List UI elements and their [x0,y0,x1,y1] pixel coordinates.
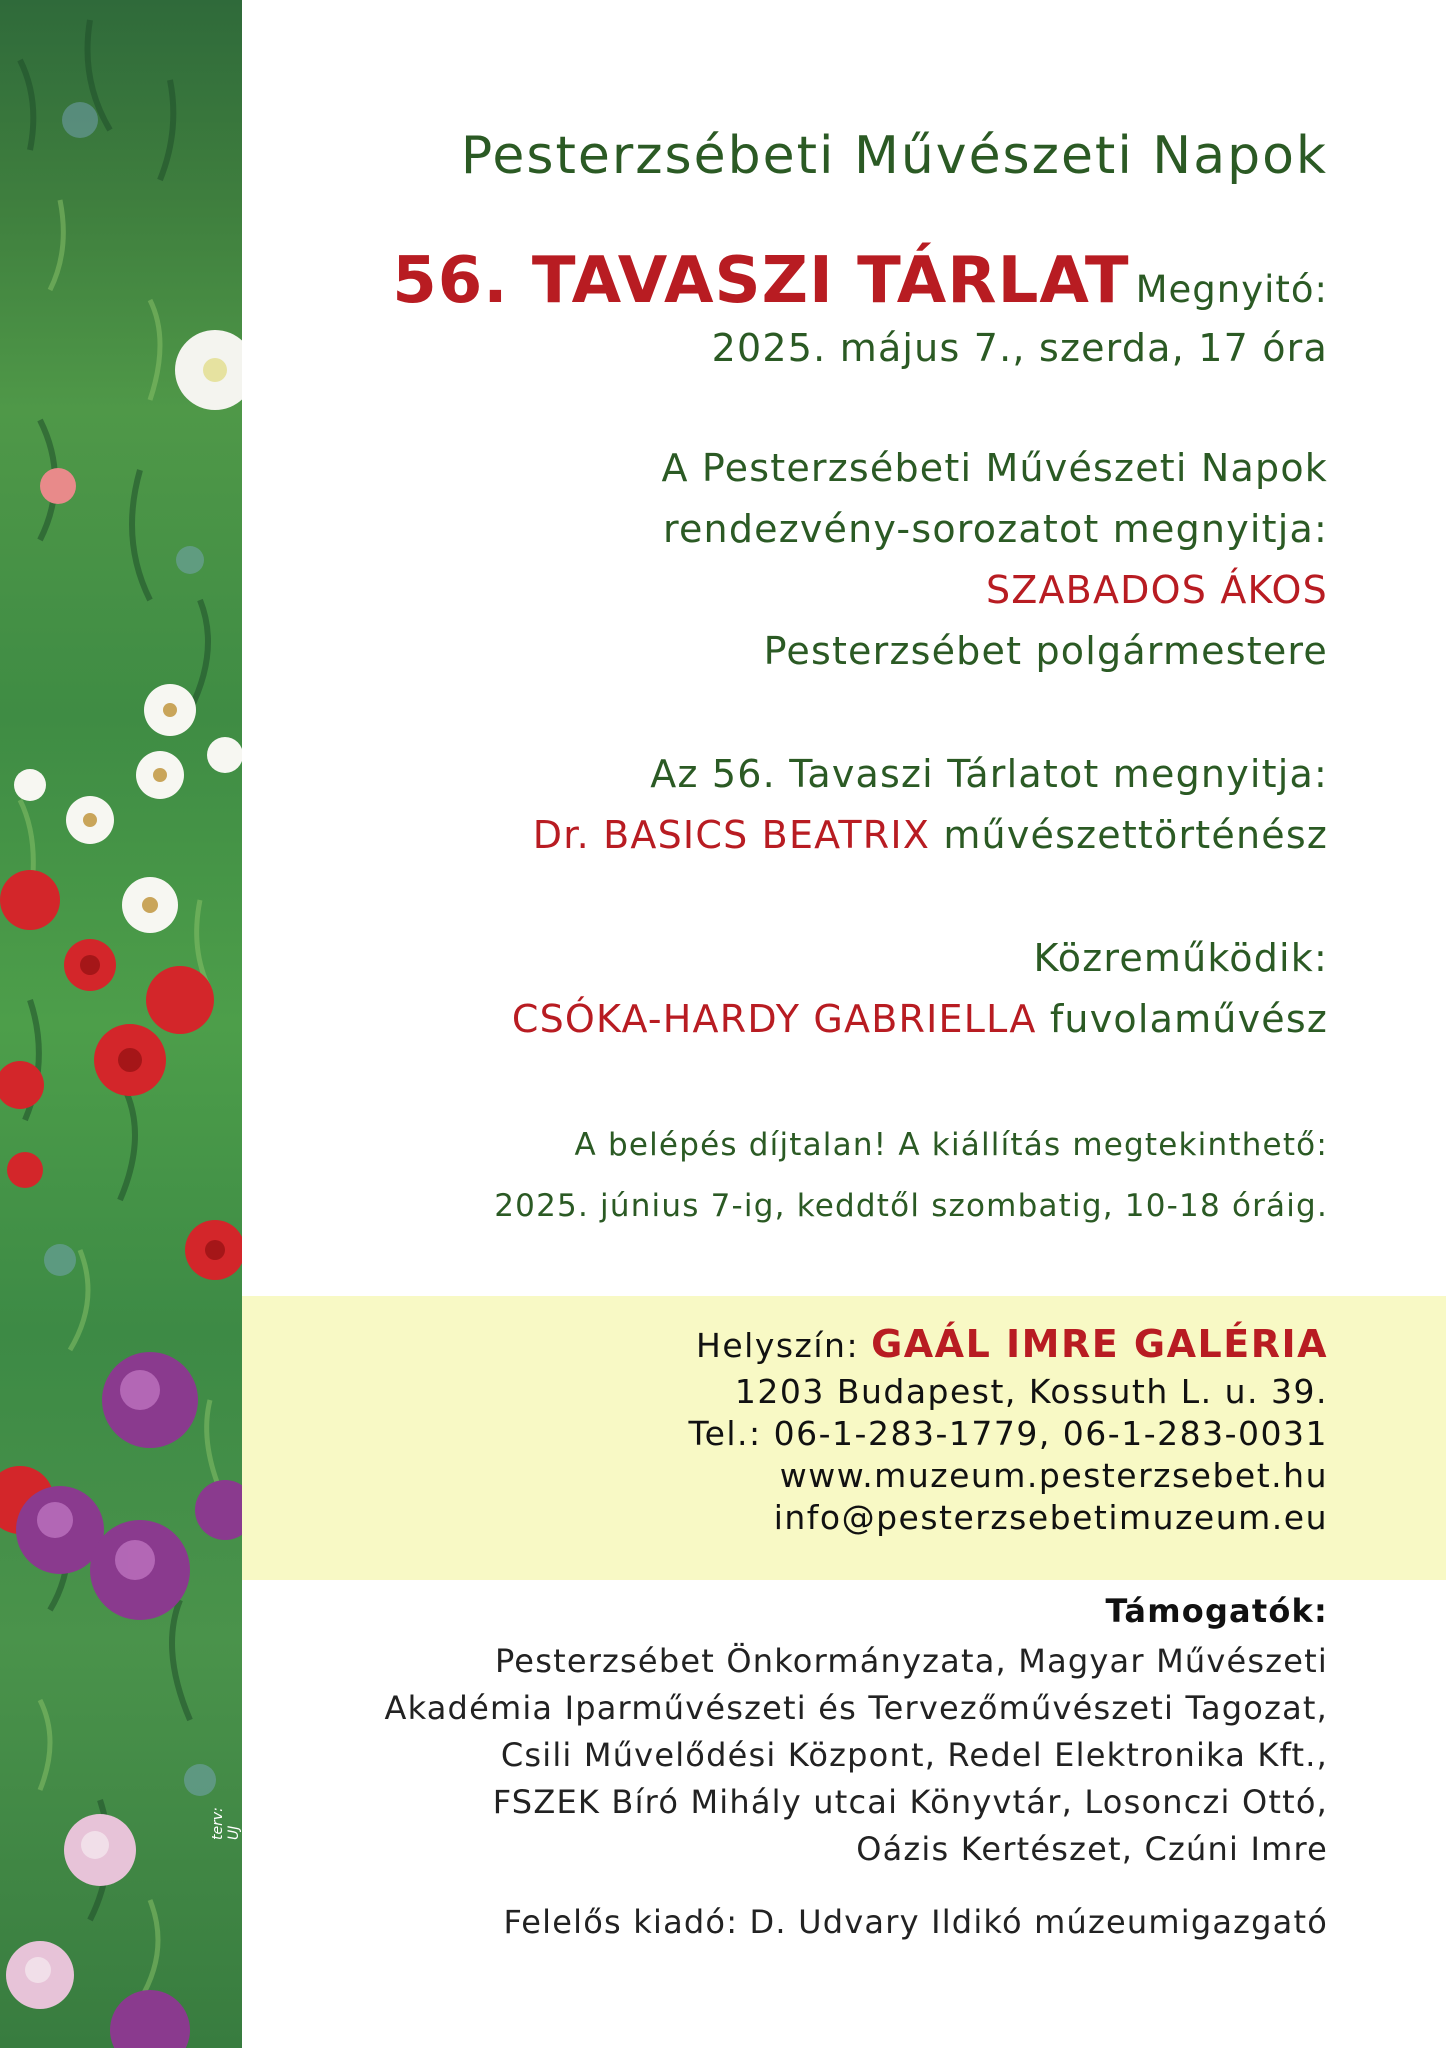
supporters-line: Oázis Kertészet, Czúni Imre [856,1830,1328,1868]
supporters-label: Támogatók: [1105,1592,1328,1630]
performer-name: CSÓKA-HARDY GABRIELLA [511,997,1037,1041]
flower-painting-illustration [0,0,242,2048]
white-flower-icon [175,330,242,410]
supporters-line: Akadémia Iparművészeti és Tervezőművészeti Tagozat, [384,1689,1328,1727]
series-opener-name: SZABADOS ÁKOS [985,568,1328,612]
venue-line [696,1322,1328,1366]
designer-signature: terv: UJ [210,1807,242,1840]
exhibition-opener-role: művészettörténész [943,813,1328,857]
publisher-note: Felelős kiadó: D. Udvary Ildikó múzeumigazgató [503,1903,1328,1941]
admission-line1: A belépés díjtalan! A kiállítás megtekinthető: [574,1127,1328,1163]
exhibition-title: 56. TAVASZI TÁRLAT [392,244,1130,318]
event-series-title: Pesterzsébeti Művészeti Napok [460,126,1328,186]
venue-label: Helyszín: [696,1326,860,1365]
supporters-line: FSZEK Bíró Mihály utcai Könyvtár, Losonczi Ottó, [492,1783,1328,1821]
supporters-line: Csili Művelődési Központ, Redel Elektronika Kft., [500,1736,1328,1774]
venue-band [242,1296,1446,1580]
venue-website: www.muzeum.pesterzsebet.hu [779,1456,1328,1495]
supporters-line: Pesterzsébet Önkormányzata, Magyar Művészeti [494,1642,1328,1680]
series-opener-role: Pesterzsébet polgármestere [763,629,1328,673]
performer-label: Közreműködik: [1033,936,1328,980]
venue-phone: Tel.: 06-1-283-1779, 06-1-283-0031 [688,1414,1328,1453]
venue-name: GAÁL IMRE GALÉRIA [871,1322,1328,1366]
series-opening-line2: rendezvény-sorozatot megnyitja: [662,507,1328,551]
venue-email: info@pesterzsebetimuzeum.eu [773,1498,1328,1537]
series-opening-line1: A Pesterzsébeti Művészeti Napok [661,446,1328,490]
opening-label: Megnyitó: [1135,268,1328,311]
exhibition-opener-name: Dr. BASICS BEATRIX [532,813,931,857]
performer-line [512,997,1328,1041]
exhibition-title-line [392,244,1328,318]
exhibition-opening-line1: Az 56. Tavaszi Tárlatot megnyitja: [650,752,1328,796]
venue-address: 1203 Budapest, Kossuth L. u. 39. [734,1372,1328,1411]
performer-role: fuvolaművész [1049,997,1328,1041]
poster-content [242,0,1446,2048]
opening-datetime: 2025. május 7., szerda, 17 óra [711,326,1328,370]
exhibition-opener-line [533,813,1328,857]
admission-line2: 2025. június 7-ig, keddtől szombatig, 10-18 óráig. [494,1188,1328,1224]
flower-painting-strip [0,0,242,2048]
